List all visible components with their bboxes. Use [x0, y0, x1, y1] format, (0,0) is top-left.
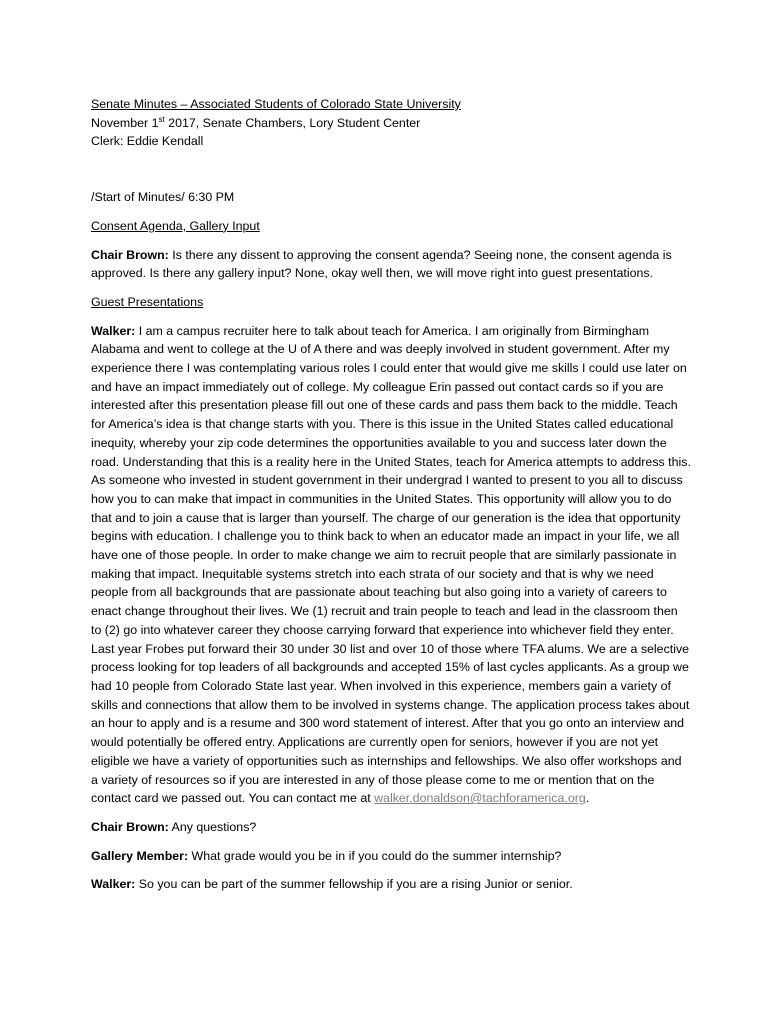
paragraph-text: What grade would you be in if you could do the summer internship? — [188, 848, 562, 863]
consent-agenda-heading: Consent Agenda, Gallery Input — [91, 218, 260, 233]
start-of-minutes: /Start of Minutes/ 6:30 PM — [91, 190, 235, 205]
paragraph-text: So you can be part of the summer fellowship if you are a rising Junior or senior. — [135, 877, 573, 892]
walker-answer-paragraph — [91, 875, 691, 894]
gallery-question-paragraph — [91, 847, 691, 866]
walker-paragraph — [91, 322, 691, 808]
minutes-body — [91, 95, 691, 904]
date-ordinal-suffix: st — [158, 114, 165, 124]
spacer — [91, 151, 691, 188]
paragraph-text: Is there any dissent to approving the consent agenda? Seeing none, the consent agenda is approved. Is there any gallery input? None, okay well then, we will move right into guest presentations. — [91, 247, 672, 281]
speaker-label: Chair Brown: — [91, 819, 169, 834]
date-prefix: November 1 — [91, 115, 159, 130]
paragraph-text: I am a campus recruiter here to talk about teach for America. I am originally from Birmingham Alabama and went to college at the U of A there and was deeply involved in student government. After my experience there I was contemplating various roles I could enter that would give me skills I could use later on and have an impact immediately out of college. My colleague Erin passed out contact cards so if you are interested after this presentation please fill out one of these cards and pass them back to the middle. Teach for America’s idea is that change starts with you. There is this issue in the United States called educational inequity, whereby your zip code determines the opportunities available to you and success later down the road. Understanding that this is a reality here in the United States, teach for America attempts to address this. As someone who invested in student government in their undergrad I wanted to present to you all to discuss how you to can make that impact in communities in the United States. This opportunity will allow you to do that and to join a cause that is larger than yourself. The charge of our generation is the idea that opportunity begins with education. I challenge you to think back to when an educator made an impact in your life, we all have one of those people. In order to make change we aim to recruit people that are similarly passionate in making that impact. Inequitable systems stretch into each strata of our society and that is why we need people from all backgrounds that are passionate about teaching but also going into a variety of careers to enact change throughout their lives. We (1) recruit and train people to teach and lead in the classroom then to (2) go into whatever career they choose carrying forward that experience into whichever field they enter. Last year Frobes put forward their 30 under 30 list and over 10 of those where TFA alums. We are a selective process looking for top leaders of all backgrounds and accepted 15% of last cycles applicants. As a group we had 10 people from Colorado State last year. When involved in this experience, members gain a variety of skills and connections that allow them to be involved in systems change. The application process takes about an hour to apply and is a resume and 300 word statement of interest. After that you go onto an interview and would potentially be offered entry. Applications are currently open for seniors, however if you are not yet eligible we have a variety of opportunities such as internships and fellowships. We also offer workshops and a variety of resources so if you are interested in any of those please come to me or mention that on the contact card we passed out. You can contact me at — [91, 323, 691, 806]
email-link[interactable]: walker.donaldson@tachforamerica.org — [374, 791, 586, 806]
date-location-rest: 2017, Senate Chambers, Lory Student Center — [164, 115, 421, 130]
paragraph-text: Any questions? — [168, 819, 257, 834]
speaker-label: Gallery Member: — [91, 848, 189, 863]
paragraph-period: . — [585, 791, 590, 806]
guest-presentations-heading: Guest Presentations — [91, 294, 204, 309]
meeting-date-location — [91, 114, 691, 133]
consent-paragraph — [91, 246, 691, 283]
speaker-label: Chair Brown: — [91, 247, 169, 262]
chair-question-paragraph — [91, 818, 691, 837]
speaker-label: Walker: — [91, 877, 136, 892]
document-title: Senate Minutes – Associated Students of Colorado State University — [91, 97, 461, 111]
clerk-line: Clerk: Eddie Kendall — [91, 134, 204, 149]
speaker-label: Walker: — [91, 323, 136, 338]
